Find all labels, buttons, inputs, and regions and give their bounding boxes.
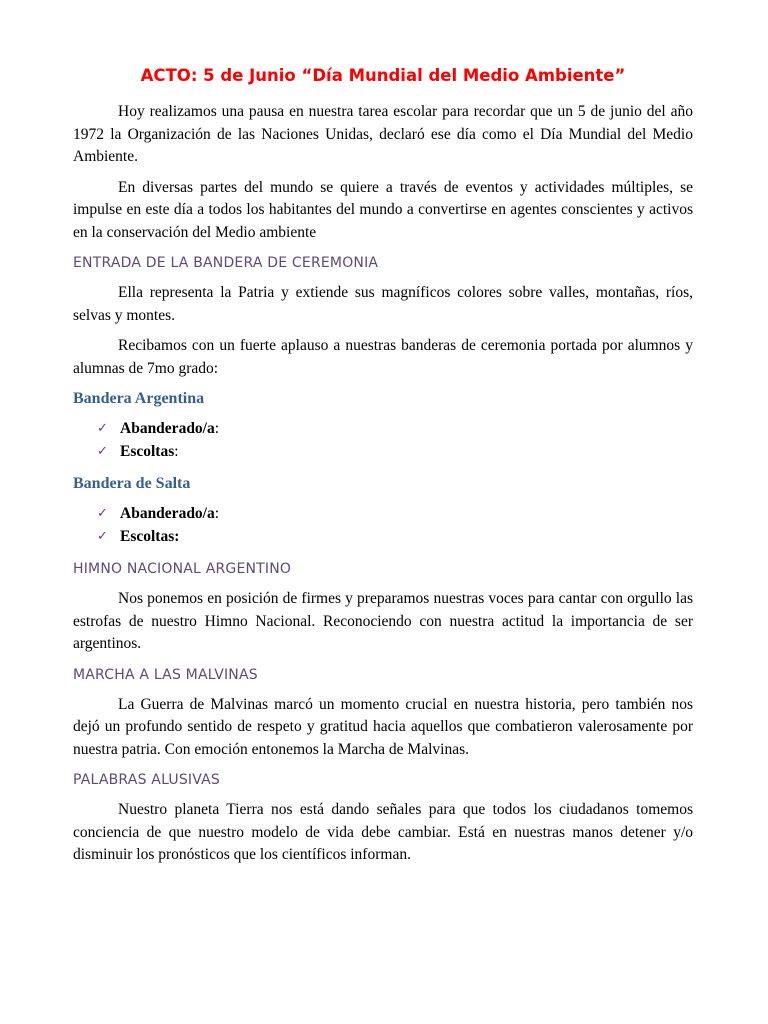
intro-paragraph-2: En diversas partes del mundo se quiere a través de eventos y actividades múltiples, se impulse en este día a todos los habitantes del mundo a convertirse en agentes conscientes y activos en la conservación del Medio ambiente bbox=[73, 178, 693, 241]
checkmark-icon: ✓ bbox=[97, 528, 108, 544]
list-item bbox=[73, 526, 693, 549]
checkmark-icon: ✓ bbox=[97, 506, 108, 521]
bandera-salta-list bbox=[73, 503, 693, 548]
list-item-suffix: : bbox=[214, 420, 220, 437]
section-heading-himno: HIMNO NACIONAL ARGENTINO bbox=[73, 561, 292, 577]
palabras-paragraph: Nuestro planeta Tierra nos está dando señales para que todos los ciudadanos tomemos conciencia de que nuestro modelo de vida debe cambiar. Está en nuestras manos detener y/o disminuir los pronósticos que los científicos informan. bbox=[73, 801, 693, 863]
checkmark-icon: ✓ bbox=[97, 443, 108, 459]
list-item-label: Abanderado/a bbox=[120, 505, 215, 522]
list-item-label: Abanderado/a bbox=[120, 420, 215, 437]
checkmark-icon: ✓ bbox=[97, 421, 108, 436]
intro-paragraph-1: Hoy realizamos una pausa en nuestra tarea escolar para recordar que un 5 de junio del año 1972 la Organización de las Naciones Unidas, declaró ese día como el Día Mundial del Medio Ambiente. bbox=[73, 103, 693, 165]
himno-paragraph: Nos ponemos en posición de firmes y preparamos nuestras voces para cantar con orgullo las estrofas de nuestro Himno Nacional. Reconociendo con nuestra actitud la importancia de ser argentinos. bbox=[73, 590, 693, 652]
list-item-label: Escoltas: bbox=[120, 527, 180, 545]
bandera-paragraph-1: Ella representa la Patria y extiende sus magníficos colores sobre valles, montañas, ríos, selvas y montes. bbox=[73, 284, 693, 324]
list-item-suffix: : bbox=[214, 505, 220, 522]
section-heading-malvinas: MARCHA A LAS MALVINAS bbox=[73, 666, 258, 683]
page-title: ACTO: 5 de Junio “Día Mundial del Medio Ambiente” bbox=[140, 66, 626, 85]
malvinas-paragraph: La Guerra de Malvinas marcó un momento crucial en nuestra historia, pero también nos dejó un profundo sentido de respeto y gratitud hacia aquellos que combatieron valerosamente por nuestra patria. Con emoción entonemos la Marcha de Malvinas. bbox=[73, 695, 693, 758]
document-page bbox=[73, 64, 693, 875]
list-item bbox=[73, 441, 693, 464]
list-item bbox=[73, 503, 693, 526]
list-item bbox=[73, 418, 693, 441]
list-item-label: Escoltas bbox=[120, 442, 175, 460]
list-item-suffix: : bbox=[174, 442, 179, 460]
bandera-argentina-list bbox=[73, 418, 693, 463]
bandera-paragraph-2: Recibamos con un fuerte aplauso a nuestras banderas de ceremonia portada por alumnos y alumnas de 7mo grado: bbox=[73, 337, 693, 377]
section-heading-palabras: PALABRAS ALUSIVAS bbox=[73, 772, 220, 788]
sub-heading-bandera-salta: Bandera de Salta bbox=[73, 475, 191, 492]
section-heading-bandera: ENTRADA DE LA BANDERA DE CEREMONIA bbox=[73, 255, 379, 271]
sub-heading-bandera-argentina: Bandera Argentina bbox=[73, 390, 205, 407]
